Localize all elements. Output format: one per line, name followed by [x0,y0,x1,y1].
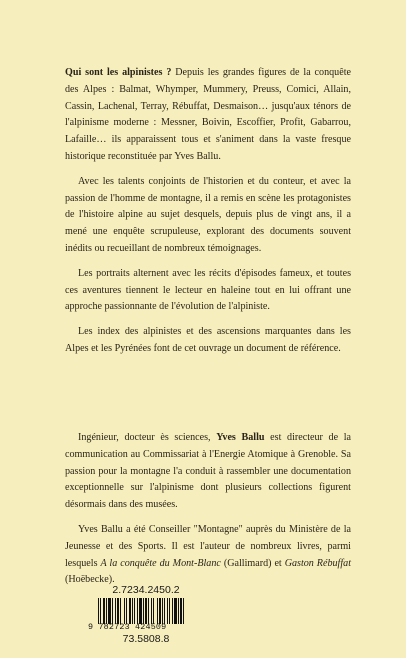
barcode [88,598,208,631]
author-paragraph-1 [65,430,351,514]
barcode-bars [98,598,208,624]
description-paragraph-4: Les index des alpinistes et des ascensions marquantes dans les Alpes et les Pyrénées font de cet ouvrage un document de référence. [65,326,351,354]
author-paragraph-1-text: est directeur de la communication au Commissariat à l'Energie Atomique à Grenoble. Sa passion pour la montagne l'a conduit à rassembler une documentation exceptionnelle sur l'alpinisme dont plusieurs collections figurent désormais dans des musées. [65,432,352,511]
author-paragraph-2-text: Yves Ballu a été Conseiller "Montagne" auprès du Ministère de la Jeunesse et des Sports. Il est l'auteur de nombreux livres, parmi lesquels [65,523,351,569]
isbn-number: 2.7234.2450.2 [112,584,180,596]
author-name: Yves Ballu [216,432,265,443]
description-paragraph-1-text: Depuis les grandes figures de la conquête des Alpes : Balmat, Whymper, Mummery, Preuss, Comici, Allain, Cassin, Lachenal, Terray, Rébuffat, Desmaison… jusqu'aux ténors de l'alpinisme moderne : Messner, Boivin, Escoffier, Profit, Gabarrou, Lafaille… ils apparaissent tous et s'animent dans la vaste fresque historique reconstituée par Yves Ballu. [65,67,351,162]
description-paragraph-2: Avec les talents conjoints de l'historien et du conteur, et avec la passion de l'homme de montagne, il a remis en scène les protagonistes de l'histoire alpine au sujet desquels, depuis plus de vingt ans, il a mené une enquête scrupuleuse, explorant des documents souvent inédits ou recueillant de nombreux témoignages. [65,175,351,254]
book-description [65,65,351,366]
author-paragraph-2 [65,522,351,589]
barcode-gap [184,598,185,624]
publisher-2: (Hoëbecke). [65,574,115,586]
author-intro: Ingénieur, docteur ès sciences, [78,432,217,443]
publisher-1: (Gallimard) et [220,557,285,569]
product-code: 73.5808.8 [122,633,170,645]
description-paragraph-3: Les portraits alternent avec les récits d'épisodes fameux, et toutes ces aventures tiennent le lecteur en haleine tout en lui offrant une approche passionnante de l'évolution de l'alpiniste. [65,267,351,313]
description-paragraph-1 [65,65,351,166]
author-bio [65,430,351,597]
isbn-block [88,584,208,645]
lead-question: Qui sont les alpinistes ? [65,67,172,78]
barcode-digits: 9 782723 424509 [88,622,167,632]
book-title-2: Gaston Rébuffat [284,557,352,569]
book-title-1: A la conquête du Mont-Blanc [100,557,221,569]
